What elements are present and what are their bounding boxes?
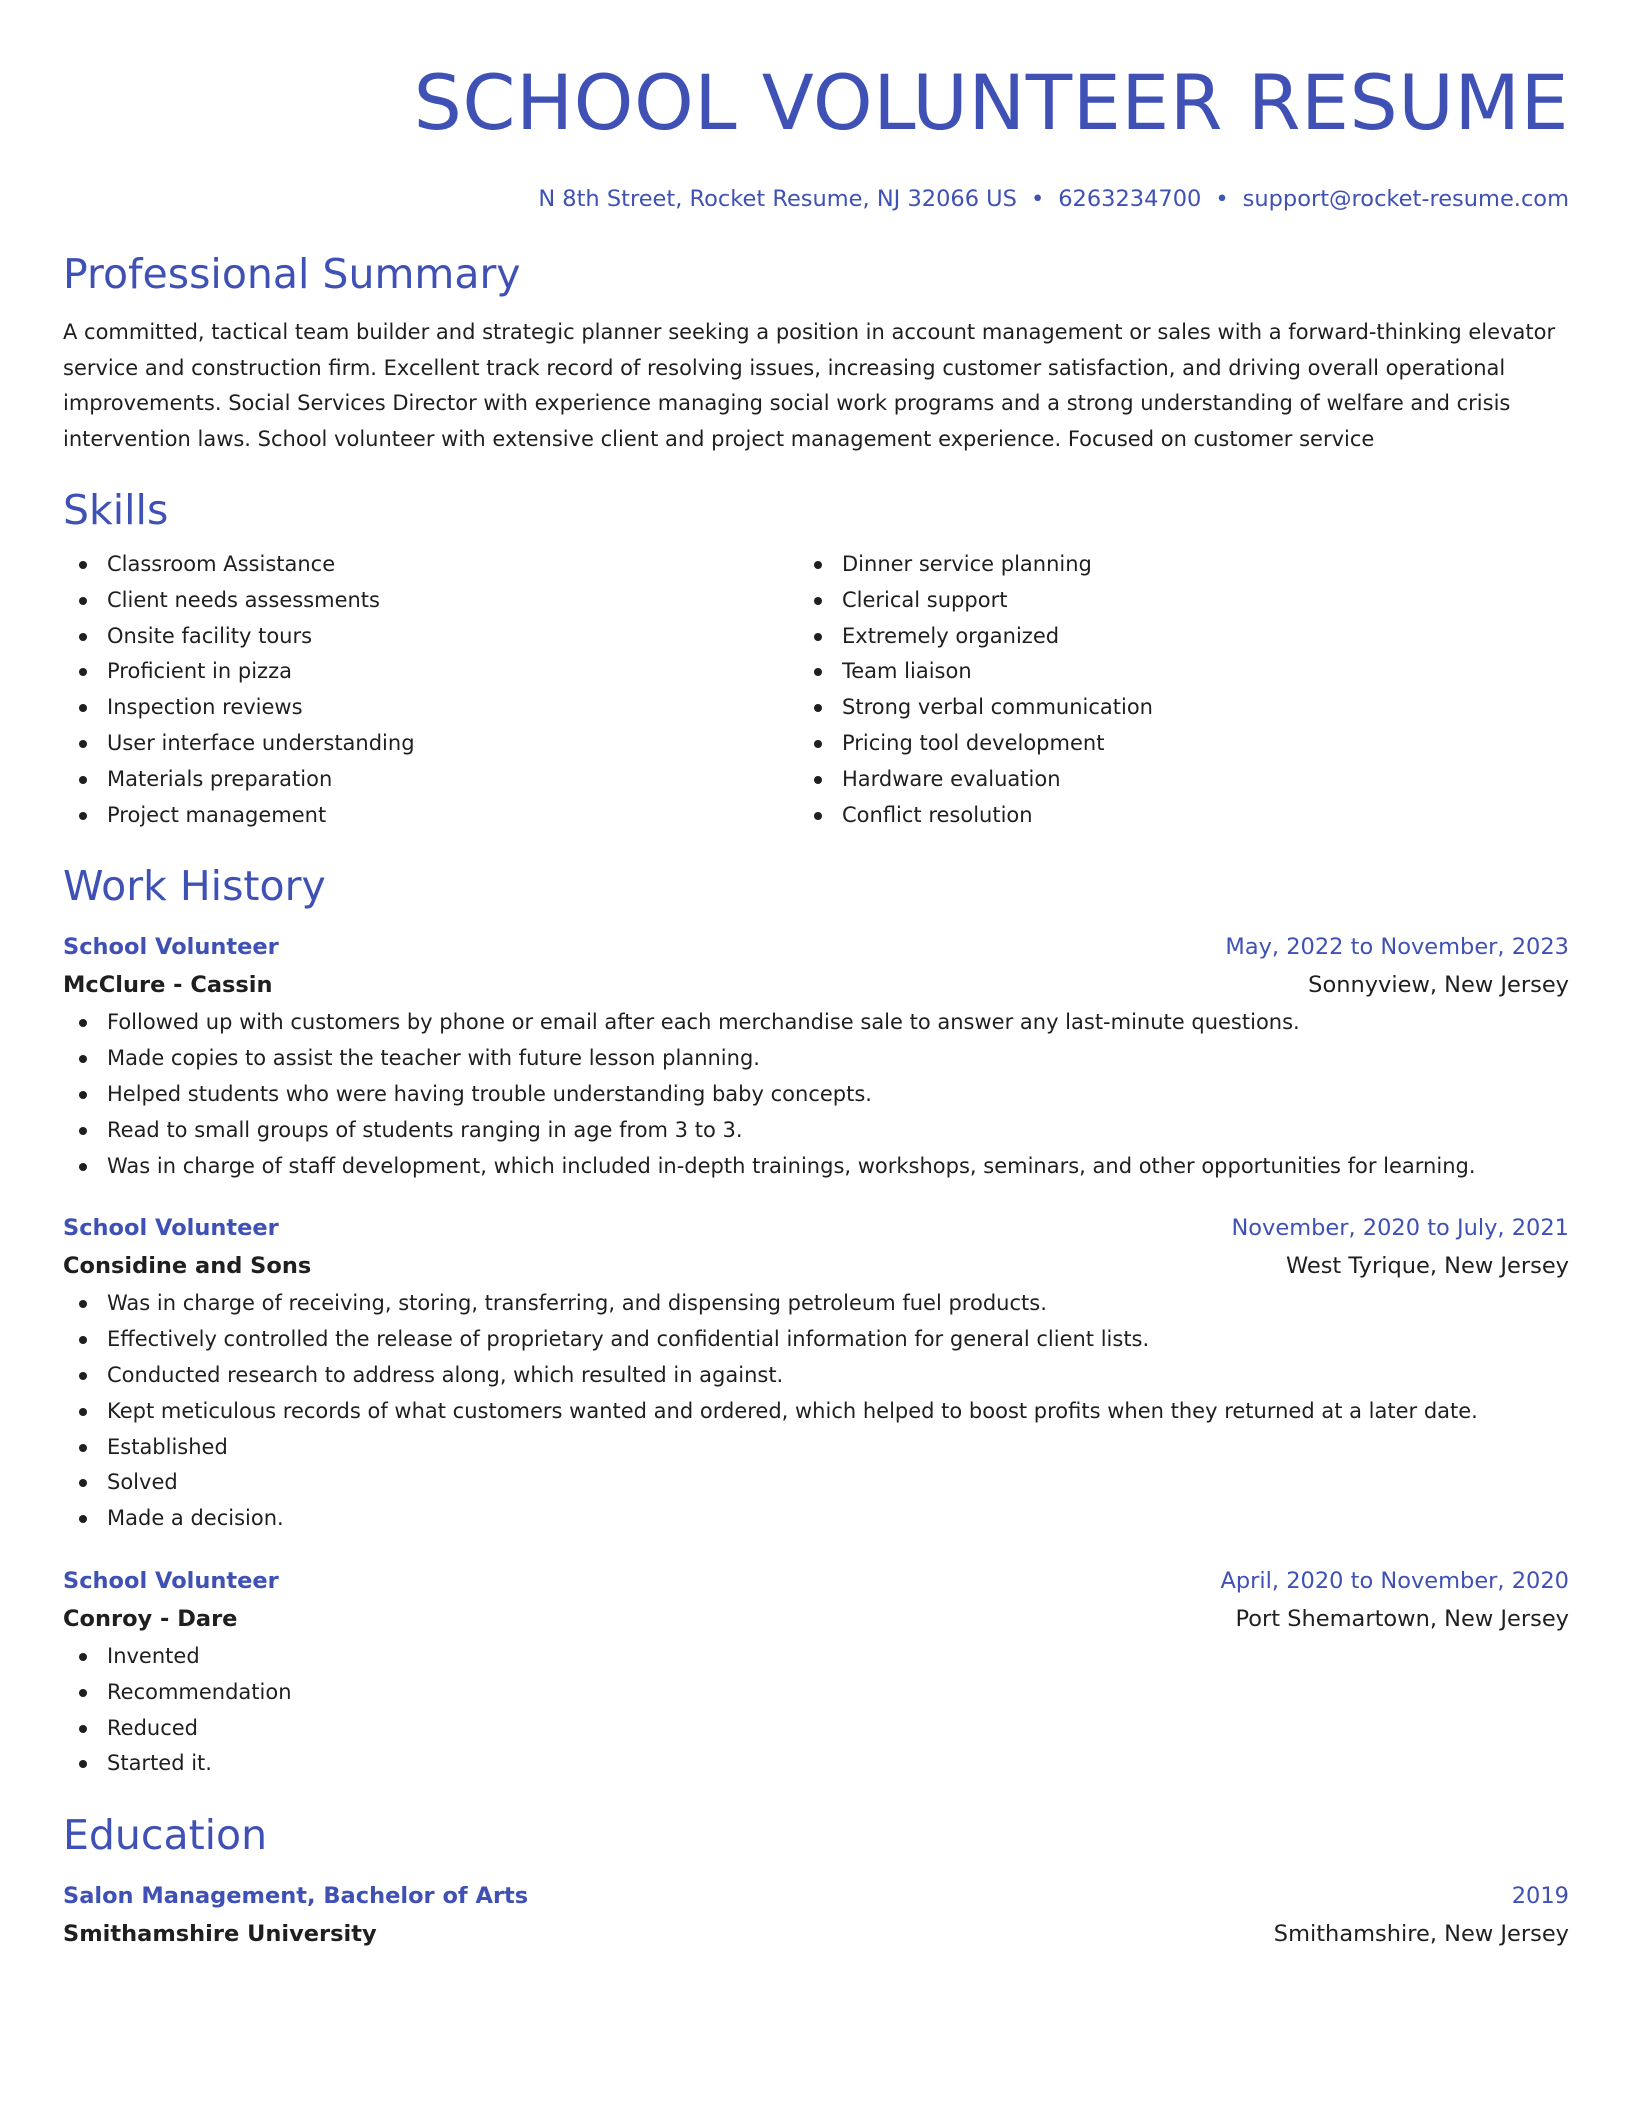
list-item: [63, 547, 798, 583]
bullet-dot-icon: [814, 704, 822, 712]
contact-line: [63, 184, 1569, 214]
education-degree: Salon Management, Bachelor of Arts: [63, 1883, 529, 1910]
job-company-row: [63, 965, 1569, 1005]
bullet-dot-icon: [79, 1408, 87, 1416]
list-item: [798, 583, 1533, 619]
list-item-text: Onsite facility tours: [107, 623, 313, 648]
job-dates: April, 2020 to November, 2020: [1220, 1567, 1569, 1594]
bullet-dot-icon: [79, 1372, 87, 1380]
education-location: Smithamshire, New Jersey: [1273, 1921, 1569, 1948]
list-item: [798, 547, 1533, 583]
bullet-dot-icon: [79, 1091, 87, 1099]
list-item: [798, 762, 1533, 798]
list-item: [63, 1358, 1569, 1394]
list-item: [63, 690, 798, 726]
list-item-text: Client needs assessments: [107, 587, 380, 612]
list-item-text: Conducted research to address along, which resulted in against.: [107, 1362, 784, 1387]
education-school: Smithamshire University: [63, 1921, 377, 1948]
bullet-dot-icon: [79, 1336, 87, 1344]
list-item-text: Read to small groups of students ranging in age from 3 to 3.: [107, 1117, 743, 1142]
bullet-dot-icon: [79, 812, 87, 820]
list-item-text: Followed up with customers by phone or email after each merchandise sale to answer any last-minute questions.: [107, 1010, 1300, 1035]
list-item-text: Made copies to assist the teacher with future lesson planning.: [107, 1046, 760, 1071]
job-company: McClure - Cassin: [63, 972, 273, 999]
education-school-row: [63, 1914, 1569, 1954]
list-item-text: Inspection reviews: [107, 695, 303, 720]
resume-title: SCHOOL VOLUNTEER RESUME: [413, 58, 1569, 147]
list-item: [798, 798, 1533, 834]
bullet-dot-icon: [79, 633, 87, 641]
bullet-dot-icon: [79, 1653, 87, 1661]
bullet-dot-icon: [79, 704, 87, 712]
list-item-text: Made a decision.: [107, 1506, 284, 1531]
list-item-text: Clerical support: [842, 587, 1008, 612]
job-title-row: [63, 1210, 1569, 1246]
section-heading-work-history: Work History: [63, 862, 326, 911]
bullet-dot-icon: [814, 668, 822, 676]
bullet-dot-icon: [79, 1127, 87, 1135]
list-item-text: Was in charge of staff development, which included in-depth trainings, workshops, seminars, and other opportunities for learning.: [107, 1153, 1476, 1178]
list-item: [63, 1077, 1569, 1113]
list-item-text: User interface understanding: [107, 730, 415, 755]
job-bullets: [63, 1639, 1569, 1782]
list-item-text: Dinner service planning: [842, 552, 1092, 576]
work-history-section: [63, 861, 1569, 1782]
list-item: [63, 1113, 1569, 1149]
job-company: Conroy - Dare: [63, 1605, 238, 1632]
list-item: [63, 1746, 1569, 1782]
list-item-text: Solved: [107, 1470, 178, 1495]
job-dates: November, 2020 to July, 2021: [1231, 1215, 1569, 1242]
section-heading-education: Education: [63, 1811, 268, 1860]
bullet-dot-icon: [79, 1515, 87, 1523]
list-item-text: Conflict resolution: [842, 802, 1033, 827]
job-title: School Volunteer: [63, 934, 279, 961]
bullet-dot-icon: [814, 812, 822, 820]
list-item: [63, 798, 798, 834]
bullet-dot-icon: [79, 561, 87, 569]
job-title-row: [63, 929, 1569, 965]
list-item: [63, 1005, 1569, 1041]
list-item-text: Strong verbal communication: [842, 695, 1153, 720]
section-heading-summary: Professional Summary: [63, 250, 521, 298]
skills-list-right: [798, 547, 1533, 833]
bullet-dot-icon: [79, 668, 87, 676]
list-item: [63, 654, 798, 690]
job-location: Sonnyview, New Jersey: [1308, 972, 1569, 999]
list-item: [63, 1711, 1569, 1747]
list-item-text: Was in charge of receiving, storing, transferring, and dispensing petroleum fuel products.: [107, 1291, 1047, 1316]
list-item: [63, 1286, 1569, 1322]
list-item: [63, 1675, 1569, 1711]
education-entry: [63, 1878, 1569, 1954]
list-item-text: Proficient in pizza: [107, 659, 292, 684]
bullet-dot-icon: [79, 740, 87, 748]
job-title: School Volunteer: [63, 1567, 279, 1594]
list-item: [63, 762, 798, 798]
job-title: School Volunteer: [63, 1215, 279, 1242]
list-item: [63, 1501, 1569, 1537]
bullet-dot-icon: [814, 776, 822, 784]
education-degree-row: [63, 1878, 1569, 1914]
list-item: [798, 619, 1533, 655]
list-item-text: Effectively controlled the release of proprietary and confidential information for general client lists.: [107, 1327, 1150, 1352]
bullet-dot-icon: [79, 1163, 87, 1171]
bullet-dot-icon: [79, 1444, 87, 1452]
skills-section: [63, 485, 1569, 833]
list-item: [798, 654, 1533, 690]
list-item: [63, 726, 798, 762]
list-item-text: Invented: [107, 1643, 200, 1668]
bullet-dot-icon: [79, 1055, 87, 1063]
bullet-dot-icon: [79, 1300, 87, 1308]
job-dates: May, 2022 to November, 2023: [1225, 934, 1569, 961]
list-item-text: Helped students who were having trouble understanding baby concepts.: [107, 1081, 872, 1106]
list-item: [63, 1465, 1569, 1501]
job-entry: [63, 929, 1569, 1184]
job-company-row: [63, 1599, 1569, 1639]
job-title-row: [63, 1563, 1569, 1599]
bullet-dot-icon: [79, 776, 87, 784]
summary-section: [63, 249, 1569, 457]
job-company-row: [63, 1246, 1569, 1286]
job-entry: [63, 1563, 1569, 1782]
list-item: [798, 690, 1533, 726]
list-item-text: Pricing tool development: [842, 730, 1105, 755]
bullet-dot-icon: [814, 740, 822, 748]
list-item: [63, 583, 798, 619]
section-heading-skills: Skills: [63, 486, 169, 534]
list-item-text: Team liaison: [842, 659, 972, 684]
bullet-dot-icon: [79, 597, 87, 605]
list-item-text: Recommendation: [107, 1679, 292, 1704]
list-item-text: Classroom Assistance: [107, 552, 336, 576]
contact-phone: 6263234700: [1058, 186, 1202, 212]
education-year: 2019: [1511, 1883, 1569, 1910]
job-entry: [63, 1210, 1569, 1537]
summary-text: A committed, tactical team builder and strategic planner seeking a position in account management or sales with a forward-thinking elevator service and construction firm. Excellent track record of resolving issues, increasing customer satisfaction, and driving overall operational improvements. Social Services Director with experience managing social work programs and a strong understanding of welfare and crisis intervention laws. School volunteer with extensive client and project management experience. Focused on customer service: [63, 320, 1556, 451]
list-item: [63, 1149, 1569, 1185]
bullet-dot-icon: [79, 1689, 87, 1697]
contact-separator: •: [1030, 186, 1045, 212]
list-item: [63, 1394, 1569, 1430]
bullet-dot-icon: [79, 1725, 87, 1733]
education-section: [63, 1810, 1569, 1954]
bullet-dot-icon: [814, 561, 822, 569]
job-location: Port Shemartown, New Jersey: [1235, 1605, 1569, 1632]
list-item-text: Reduced: [107, 1715, 199, 1740]
skills-grid: [63, 547, 1569, 833]
list-item-text: Hardware evaluation: [842, 766, 1061, 791]
bullet-dot-icon: [814, 633, 822, 641]
skills-column-right: [798, 547, 1533, 833]
bullet-dot-icon: [79, 1479, 87, 1487]
list-item-text: Started it.: [107, 1751, 212, 1776]
contact-separator: •: [1215, 186, 1229, 212]
job-bullets: [63, 1286, 1569, 1537]
list-item-text: Materials preparation: [107, 766, 333, 791]
list-item-text: Established: [107, 1434, 228, 1459]
skills-list-left: [63, 547, 798, 833]
job-location: West Tyrique, New Jersey: [1285, 1253, 1569, 1280]
job-company: Considine and Sons: [63, 1253, 312, 1280]
list-item-text: Kept meticulous records of what customers wanted and ordered, which helped to boost profits when they returned at a later date.: [107, 1398, 1478, 1423]
list-item: [798, 726, 1533, 762]
list-item: [63, 1430, 1569, 1466]
list-item: [63, 619, 798, 655]
bullet-dot-icon: [79, 1760, 87, 1768]
contact-address: N 8th Street, Rocket Resume, NJ 32066 US: [538, 186, 1017, 212]
list-item: [63, 1322, 1569, 1358]
list-item-text: Extremely organized: [842, 623, 1060, 648]
list-item: [63, 1639, 1569, 1675]
bullet-dot-icon: [79, 1019, 87, 1027]
skills-column-left: [63, 547, 798, 833]
list-item-text: Project management: [107, 802, 327, 827]
contact-email[interactable]: support@rocket-resume.com: [1242, 186, 1569, 212]
job-bullets: [63, 1005, 1569, 1184]
bullet-dot-icon: [814, 597, 822, 605]
list-item: [63, 1041, 1569, 1077]
